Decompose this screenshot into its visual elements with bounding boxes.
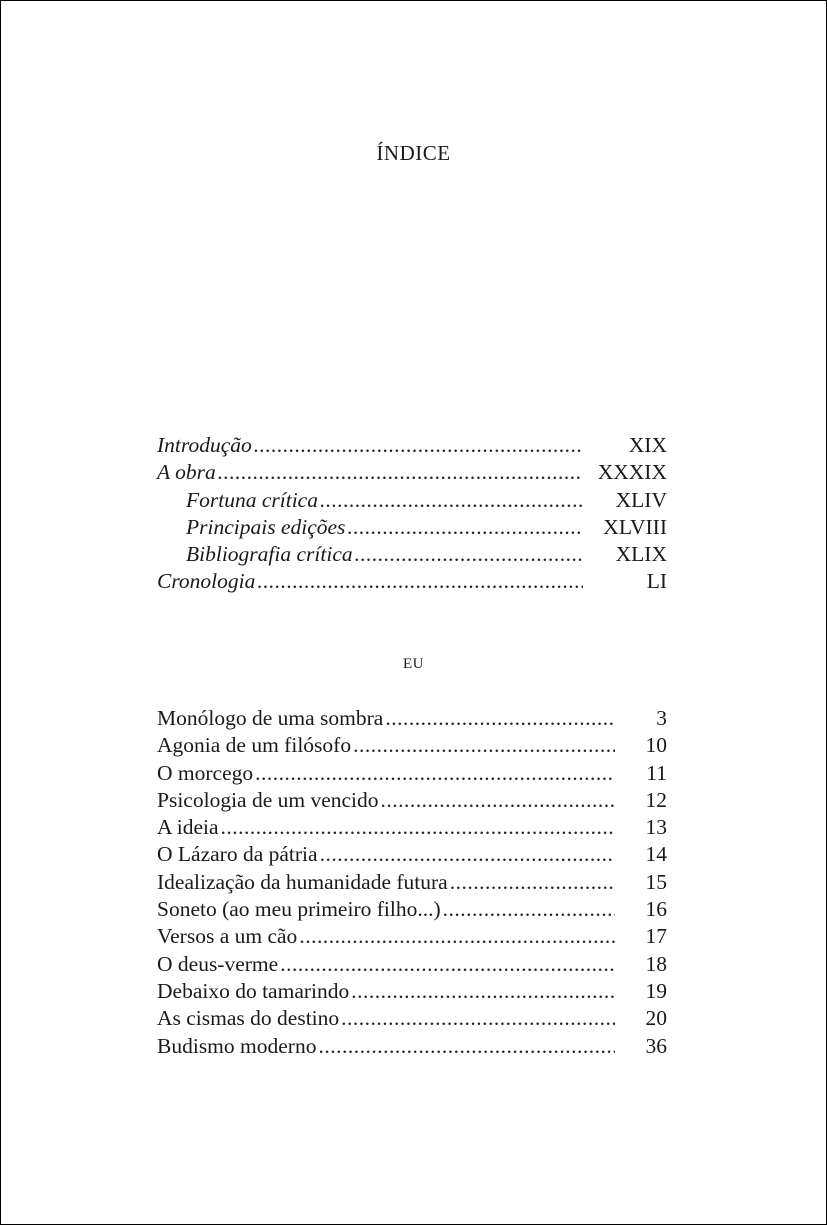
poems-toc [157,705,667,1060]
dot-leader [221,814,616,841]
toc-entry[interactable] [157,923,667,950]
toc-entry-page-number: 36 [645,1033,667,1058]
toc-entry-page-number: 14 [645,842,667,867]
toc-entry-page-number: XIX [628,433,667,457]
toc-entry[interactable] [157,787,667,814]
toc-entry[interactable] [157,841,667,868]
dot-leader [218,459,583,486]
toc-entry[interactable] [157,459,667,486]
toc-entry[interactable] [157,487,667,514]
dot-leader [320,487,583,514]
toc-entry-page-number: 17 [645,924,667,949]
toc-entry[interactable] [157,514,667,541]
toc-entry-title: A ideia [157,815,219,840]
toc-entry-title: Idealização da humanidade futura [157,869,448,894]
toc-entry-title: O Lázaro da pátria [157,842,318,867]
toc-entry[interactable] [157,814,667,841]
toc-entry-title: Psicologia de um vencido [157,787,379,812]
toc-entry[interactable] [157,432,667,459]
toc-entry-page-number: 20 [645,1006,667,1031]
dot-leader [318,1033,615,1060]
toc-entry[interactable] [157,896,667,923]
dot-leader [341,1005,615,1032]
dot-leader [320,841,615,868]
toc-entry-title: Bibliografia crítica [186,542,353,567]
toc-entry-title: O deus-verme [157,951,279,976]
toc-entry[interactable] [157,1033,667,1060]
page-title: ÍNDICE [376,141,451,165]
toc-entry[interactable] [157,869,667,896]
toc-entry[interactable] [157,568,667,595]
section-heading: EU [403,656,424,672]
toc-entry-page-number: LI [646,569,667,594]
dot-leader [353,732,615,759]
toc-entry-title: O morcego [157,760,254,785]
toc-entry[interactable] [157,541,667,568]
dot-leader [385,705,615,732]
toc-entry-page-number: 3 [656,706,667,730]
toc-entry-title: Debaixo do tamarindo [157,978,350,1003]
dot-leader [443,896,615,923]
toc-entry-page-number: 18 [645,951,667,976]
toc-entry[interactable] [157,978,667,1005]
dot-leader [355,541,583,568]
dot-leader [257,568,583,595]
toc-entry[interactable] [157,705,667,732]
toc-entry-page-number: 11 [646,760,667,785]
toc-entry-title: Cronologia [157,569,256,594]
toc-entry-page-number: 10 [645,733,667,758]
toc-entry-page-number: XLIX [615,542,667,567]
dot-leader [280,951,615,978]
dot-leader [255,760,615,787]
dot-leader [450,869,615,896]
toc-entry-title: As cismas do destino [157,1006,340,1031]
dot-leader [299,923,615,950]
toc-entry-title: Monólogo de uma sombra [157,706,384,730]
toc-entry-title: Principais edições [186,514,346,539]
toc-entry-page-number: 15 [645,869,667,894]
toc-entry-page-number: XXXIX [597,460,667,485]
toc-entry-title: Agonia de um filósofo [157,733,352,758]
toc-entry[interactable] [157,760,667,787]
toc-entry-page-number: 13 [645,815,667,840]
toc-entry-page-number: XLIV [615,487,667,512]
dot-leader [254,432,583,459]
toc-entry-page-number: 16 [645,897,667,922]
toc-entry-title: Fortuna crítica [186,487,318,512]
toc-entry-page-number: 19 [645,978,667,1003]
toc-entry-title: Soneto (ao meu primeiro filho...) [157,897,441,922]
toc-entry[interactable] [157,732,667,759]
front-matter-toc [157,432,667,596]
toc-entry-page-number: 12 [645,787,667,812]
dot-leader [351,978,615,1005]
toc-entry-title: Introdução [157,433,252,457]
toc-entry-title: Budismo moderno [157,1033,317,1058]
toc-entry-title: Versos a um cão [157,924,298,949]
toc-entry-page-number: XLVIII [603,514,667,539]
toc-entry-title: A obra [157,460,216,485]
dot-leader [347,514,583,541]
toc-entry[interactable] [157,1005,667,1032]
dot-leader [381,787,615,814]
toc-entry[interactable] [157,951,667,978]
